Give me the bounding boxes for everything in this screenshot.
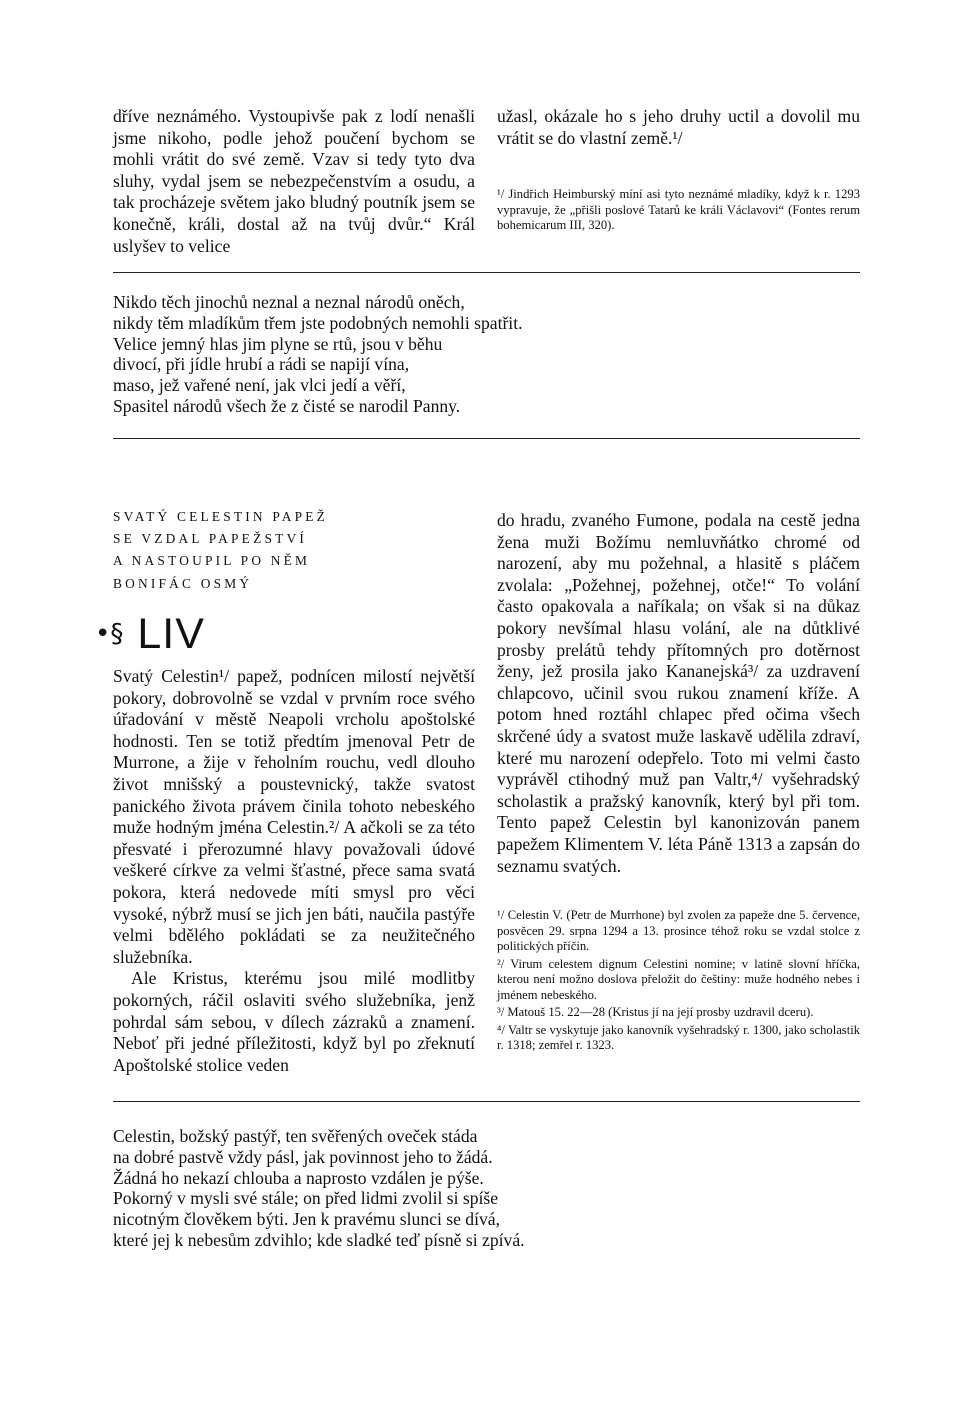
divider-rule (113, 438, 860, 439)
heading-line: BONIFÁC OSMÝ (113, 575, 253, 591)
chapter-number: LIV (137, 609, 205, 658)
verse-line: nicotným člověkem býti. Jen k pravému slunci se dívá, (113, 1209, 500, 1230)
verse-line: Nikdo těch jinochů neznal a neznal národů oněch, (113, 292, 465, 312)
footnote: ³/ Matouš 15. 22—28 (Kristus jí na její prosby uzdravil dceru). (497, 1005, 814, 1019)
divider-rule (113, 1101, 860, 1102)
heading-line: SVATÝ CELESTIN PAPEŽ (113, 509, 329, 524)
verse-line: divocí, při jídle hrubí a rádi se napijí vína, (113, 354, 410, 375)
chapter-number-row (95, 606, 205, 662)
verse-line: Spasitel národů všech že z čisté se narodil Panny. (113, 395, 461, 416)
verse-block (113, 292, 522, 417)
top-right-paragraph: užasl, okázale ho s jeho druhy uctil a dovolil mu vrátit se do vlastní země.¹/ (497, 106, 860, 148)
footnote: ¹/ Celestin V. (Petr de Murrhone) byl zvolen za papeže dne 5. července, posvěcen 29. srpna 1294 a 13. prosince téhož roku se vzdal stolce z politických příčin. (497, 908, 860, 953)
verse-line: Žádná ho nekazí chlouba a naprosto vzdálen je pýše. (113, 1167, 484, 1188)
verse-line: Pokorný v mysli své stále; on před lidmi zvolil si spíše (113, 1188, 499, 1209)
top-footnote-block (497, 187, 860, 236)
chapter-left-column (113, 666, 475, 1082)
chapter-paragraph-2: Ale Kristus, kterému jsou milé modlitby pokorných, ráčil oslaviti svého služebníka, jenž pohrdal sám sebou, v dílech zázraků a znamení. Neboť při jedné příležitosti, když byl po zřeknutí Apoštolské stolice veden (113, 968, 475, 1075)
verse-line: Celestin, božský pastýř, ten svěřených oveček stáda (113, 1126, 478, 1146)
chapter-footnotes (497, 908, 860, 1056)
heading-line: A NASTOUPIL PO NĚM (113, 553, 311, 569)
top-right-column (497, 106, 860, 149)
verse-line: maso, jež vařené není, jak vlci jedí a věří, (113, 375, 406, 396)
verse-block (113, 1126, 525, 1251)
top-left-column (113, 106, 475, 256)
footnote: ²/ Virum celestem dignum Celestini nomine; v latině slovní hříčka, kterou není možno doslova přeložit do češtiny: muže hodného nebes i jménem nebeského. (497, 956, 860, 1002)
divider-rule (113, 272, 860, 273)
verse-line: nikdy těm mladíkům třem jste podobných nemohli spatřit. (113, 312, 523, 333)
chapter-right-paragraph: do hradu, zvaného Fumone, podala na cestě jedna žena muži Božímu nemluvňátko chromé od narození, aby mu požehnal, a hlasitě s pláčem zvolala: „Požehnej, požehnej, otče!“ To volání často opakovala a naříkala; on však si na důkaz pokory nevšímal hlasu volání, ale na důtklivé prosby prelátů tehdy přítomných pro dotěrnost ženy, jež prosila jako Kananejská³/ za uzdravení chlapcovo, učinil svou rukou znamení kříže. A potom hned roztáhl chlapec před očima všech skrčené údy a svatost muže laskavě udělila zdraví, které mu narození odepřelo. Toto mi velmi často vyprávěl ctihodný muž pan Valtr,⁴/ vyšehradský scholastik a pražský kanovník, který byl při tom. Tento papež Celestin byl kanonizován panem papežem Klimentem V. léta Páně 1313 a zapsán do seznamu svatých. (497, 510, 860, 876)
verse-line: které jej k nebesům zdvihlo; kde sladké teď písně si zpívá. (113, 1229, 525, 1250)
heading-line: SE VZDAL PAPEŽSTVÍ (113, 531, 308, 547)
ornament-icon: •§ (95, 619, 124, 649)
chapter-right-column (497, 510, 860, 877)
top-left-paragraph: dříve neznámého. Vystoupivše pak z lodí nenašli jsme nikoho, podle jehož poučení bychom se mohli vrátit do své země. Vzav si tedy tyto dva sluhy, vydal jsem se nebezpečenstvím a osudu, a tak procházeje světem jako bludný poutník jsem se konečně, králi, dostal až na tvůj dvůr.“ Král uslyšev to velice (113, 106, 475, 256)
chapter-paragraph-1: Svatý Celestin¹/ papež, podnícen milostí největší pokory, dobrovolně se vzdal v prvním roce svého úřadování v městě Neapoli vrcholu apoštolské hodnosti. Ten se totiž předtím jmenoval Petr de Murrone, a žije v řeholním rouchu, vedl dlouho život mnišský a poustevnický, takže svatost panického života právem činila tohoto nebeského muže hodným jména Celestin.²/ A ačkoli se za této přesvaté i přerozumné hlavy považovali údové veškeré církve za velmi šťastné, přece sama svatá pokora, která nedovede míti smysl pro věci vysoké, nýbrž musí se jich jen báti, naučila pastýře velmi bdělého pokládati se za neužitečného služebníka. (113, 666, 475, 967)
verse-line: na dobré pastvě vždy pásl, jak povinnost jeho to žádá. (113, 1146, 493, 1167)
footnote: ⁴/ Valtr se vyskytuje jako kanovník vyšehradský r. 1300, jako scholastik r. 1318; zemřel r. 1323. (497, 1022, 860, 1052)
chapter-heading (113, 506, 328, 595)
verse-line: Velice jemný hlas jim plyne se rtů, jsou v běhu (113, 333, 443, 354)
footnote: ¹/ Jindřich Heimburský míní asi tyto neznámé mladíky, když k r. 1293 vypravuje, že „přišli poslové Tatarů ke králi Václavovi“ (Fontes rerum bohemicarum III, 320). (497, 187, 860, 232)
